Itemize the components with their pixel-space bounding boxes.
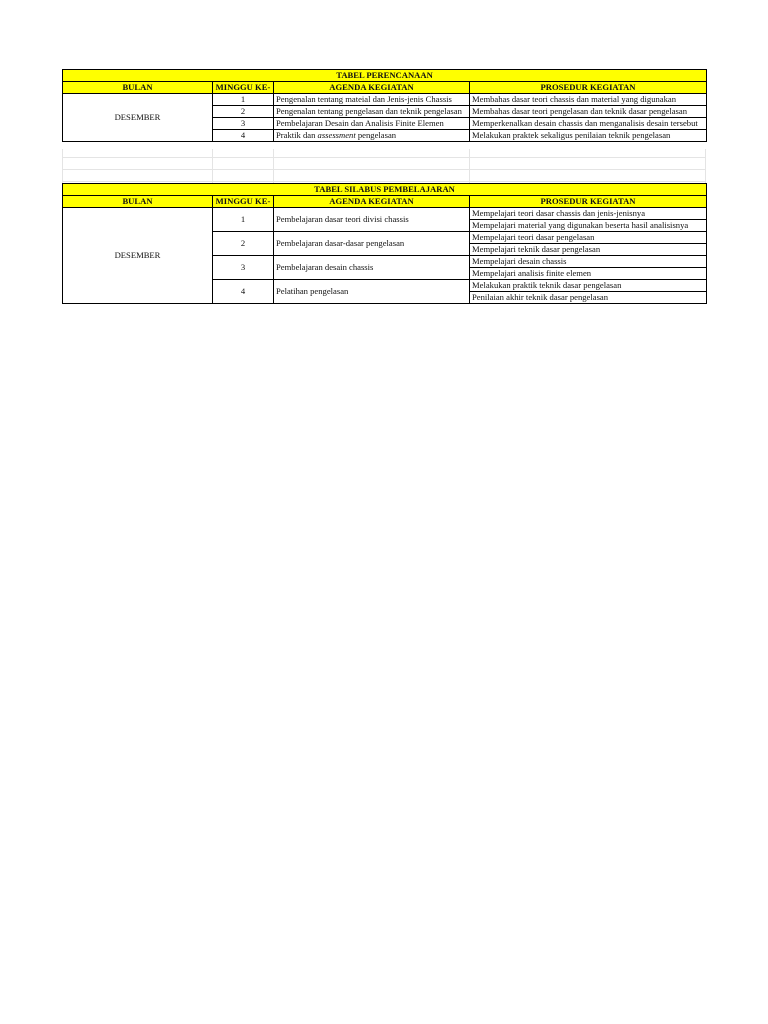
header-bulan: BULAN <box>63 196 213 208</box>
agenda-italic: assessment <box>317 130 356 141</box>
procedure-cell: Penilaian akhir teknik dasar pengelasan <box>470 292 707 304</box>
procedure-cell: Melakukan praktik teknik dasar pengelasan <box>470 280 707 292</box>
agenda-cell: Pengenalan tentang mateial dan Jenis-jenis Chassis <box>274 94 470 106</box>
empty-grid-area <box>62 149 706 183</box>
header-agenda: AGENDA KEGIATAN <box>274 196 470 208</box>
header-prosedur: PROSEDUR KEGIATAN <box>470 82 707 94</box>
agenda-cell: Pembelajaran Desain dan Analisis Finite Elemen <box>274 118 470 130</box>
grid-line <box>62 169 706 170</box>
agenda-cell: Pengenalan tentang pengelasan dan teknik pengelasan <box>274 106 470 118</box>
week-cell: 4 <box>213 280 274 304</box>
procedure-cell: Mempelajari material yang digunakan beserta hasil analisisnya <box>470 220 707 232</box>
header-agenda: AGENDA KEGIATAN <box>274 82 470 94</box>
agenda-cell: Pembelajaran desain chassis <box>274 256 470 280</box>
agenda-cell <box>274 130 470 142</box>
agenda-prefix: Praktik dan <box>276 130 318 141</box>
grid-line <box>212 149 213 183</box>
agenda-suffix: pengelasan <box>355 130 397 141</box>
table-row <box>63 94 707 106</box>
week-cell: 2 <box>213 232 274 256</box>
week-cell: 3 <box>213 118 274 130</box>
agenda-cell: Pembelajaran dasar-dasar pengelasan <box>274 232 470 256</box>
header-minggu: MINGGU KE- <box>213 196 274 208</box>
procedure-cell: Memperkenalkan desain chassis dan menganalisis desain tersebut <box>470 118 707 130</box>
week-cell: 4 <box>213 130 274 142</box>
grid-line <box>62 181 706 182</box>
grid-line <box>469 149 470 183</box>
procedure-cell: Mempelajari teori dasar pengelasan <box>470 232 707 244</box>
procedure-cell: Mempelajari analisis finite elemen <box>470 268 707 280</box>
procedure-cell: Membahas dasar teori chassis dan material yang digunakan <box>470 94 707 106</box>
month-cell: DESEMBER <box>63 208 213 304</box>
procedure-cell: Membahas dasar teori pengelasan dan teknik dasar pengelasan <box>470 106 707 118</box>
week-cell: 3 <box>213 256 274 280</box>
header-prosedur: PROSEDUR KEGIATAN <box>470 196 707 208</box>
syllabus-table <box>62 183 707 304</box>
syllabus-table-title: TABEL SILABUS PEMBELAJARAN <box>63 184 707 196</box>
planning-table <box>62 69 707 142</box>
header-minggu: MINGGU KE- <box>213 82 274 94</box>
week-cell: 2 <box>213 106 274 118</box>
table-row <box>63 208 707 220</box>
header-bulan: BULAN <box>63 82 213 94</box>
grid-line <box>273 149 274 183</box>
agenda-cell: Pembelajaran dasar teori divisi chassis <box>274 208 470 232</box>
grid-line <box>705 149 706 183</box>
planning-table-title: TABEL PERENCANAAN <box>63 70 707 82</box>
week-cell: 1 <box>213 94 274 106</box>
procedure-cell: Mempelajari desain chassis <box>470 256 707 268</box>
grid-line <box>62 157 706 158</box>
agenda-cell: Pelatihan pengelasan <box>274 280 470 304</box>
week-cell: 1 <box>213 208 274 232</box>
grid-line <box>62 149 63 183</box>
procedure-cell: Mempelajari teknik dasar pengelasan <box>470 244 707 256</box>
month-cell: DESEMBER <box>63 94 213 142</box>
procedure-cell: Melakukan praktek sekaligus penilaian teknik pengelasan <box>470 130 707 142</box>
procedure-cell: Mempelajari teori dasar chassis dan jenis-jenisnya <box>470 208 707 220</box>
